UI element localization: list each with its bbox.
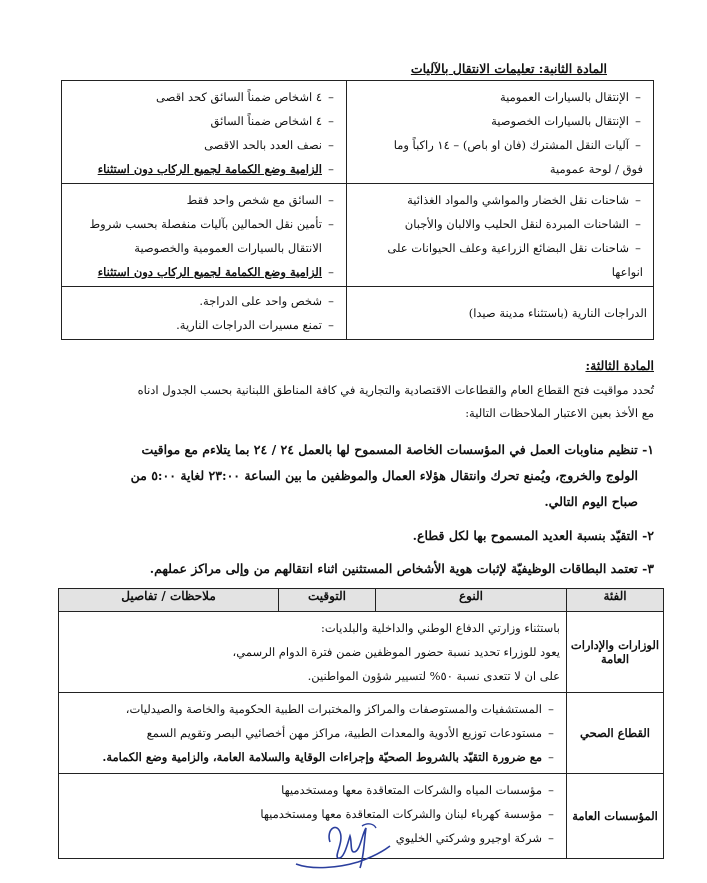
list-item: الانتقال بالسيارات العمومية والخصوصية: [134, 241, 322, 255]
list-item: فوق / لوحة عمومية: [549, 162, 643, 176]
table-row: [62, 184, 654, 287]
list-item: –مؤسسات المياه والشركات المتعاقدة معها ومستخدميها: [281, 783, 554, 797]
list-item: –شاحنات نقل الخضار والمواشي والمواد الغذائية: [407, 193, 641, 207]
list-item: –مستودعات توزيع الأدوية والمعدات الطبية، مراكز مهن أخصائيي البصر وتقويم السمع: [146, 726, 554, 740]
list-item: –٤ اشخاص ضمناً السائق: [210, 114, 334, 128]
article3-intro: تُحدد مواقيت فتح القطاع العام والقطاعات الاقتصادية والتجارية في كافة المناطق اللبنانية بحسب الجدول ادناه مع الأخذ بعين الاعتبار الملاحظات التالية:: [137, 383, 654, 420]
list-item: –شاحنات نقل البضائع الزراعية وعلف الحيوانات على: [387, 241, 641, 255]
list-item: –الزامية وضع الكمامة لجميع الركاب دون استثناء: [97, 265, 334, 279]
table-row: [59, 693, 664, 774]
list-item: باستثناء وزارتي الدفاع الوطني والداخلية والبلديات:: [320, 621, 560, 635]
list-item: –شركة اوجيرو وشركتي الخليوي: [395, 831, 554, 845]
note-3: ٣- تعتمد البطاقات الوظيفيّة لإثبات هوية الأشخاص المستثنين اثناء انتقالهم من وإلى مراكز عملهم.: [149, 561, 654, 576]
header-timing: التوقيت: [279, 589, 376, 612]
list-item: –مؤسسة كهرباء لبنان والشركات المتعاقدة معها ومستخدميها: [260, 807, 554, 821]
signature-mark: [290, 812, 400, 878]
header-type: النوع: [376, 589, 567, 612]
table-row: [62, 287, 654, 340]
list-item: –الشاحنات المبردة لنقل الحليب والالبان والأجبان: [404, 217, 641, 231]
list-item: –المستشفيات والمستوصفات والمراكز والمختبرات الطبية الحكومية والخاصة والصيدليات،: [125, 702, 554, 716]
note-1: ١- تنظيم مناوبات العمل في المؤسسات الخاصة المسموح لها بالعمل ٢٤ / ٢٤ بما يتلاءم مع مواقيت الولوج والخروج، ويُمنع تحرك وانتقال هؤلاء العمال والموظفين ما بين الساعة ٢٣:٠٠ لغاية ٥:٠٠ من صباح اليوم التالي.: [130, 442, 654, 509]
category-cell: الوزارات والإدارات العامة: [567, 612, 664, 693]
note-2: ٢- التقيّد بنسبة العديد المسموح بها لكل قطاع.: [412, 528, 654, 543]
list-item: –شخص واحد على الدراجة.: [199, 294, 334, 308]
list-item: على ان لا تتعدى نسبة ٥٠% لتسيير شؤون المواطنين.: [307, 669, 560, 683]
category-cell: المؤسسات العامة: [567, 774, 664, 859]
list-item: –السائق مع شخص واحد فقط: [186, 193, 334, 207]
list-item: يعود للوزراء تحديد نسبة حضور الموظفين ضمن فترة الدوام الرسمي،: [232, 645, 560, 659]
list-item: –الإنتقال بالسيارات العمومية: [499, 90, 641, 104]
category-cell: القطاع الصحي: [567, 693, 664, 774]
list-item: –مع ضرورة التقيّد بالشروط الصحيّة وإجراءات الوقاية والسلامة العامة، والزامية وضع الكمامة.: [102, 750, 554, 764]
list-item: –آليات النقل المشترك (فان او باص) – ١٤ راكباً وما: [393, 138, 641, 152]
list-item: الدراجات النارية (باستثناء مدينة صيدا): [468, 306, 647, 320]
table-row: [59, 612, 664, 693]
article2-heading: المادة الثانية: تعليمات الانتقال بالآليات: [410, 61, 607, 76]
list-item: –الإنتقال بالسيارات الخصوصية: [491, 114, 641, 128]
header-notes: ملاحظات / تفاصيل: [59, 589, 279, 612]
list-item: –٤ اشخاص ضمناً السائق كحد اقصى: [156, 90, 334, 104]
table-row: [62, 81, 654, 184]
header-category: الفئة: [567, 589, 664, 612]
list-item: –تمنع مسيرات الدراجات النارية.: [176, 318, 334, 332]
list-item: –نصف العدد بالحد الاقصى: [204, 138, 334, 152]
table-header-row: [59, 589, 664, 612]
article3-heading: المادة الثالثة:: [585, 358, 654, 373]
list-item: –تأمين نقل الحمالين بآليات منفصلة بحسب شروط: [89, 217, 334, 231]
list-item: –الزامية وضع الكمامة لجميع الركاب دون استثناء: [97, 162, 334, 176]
list-item: انواعها: [611, 265, 643, 279]
transport-table: [61, 80, 654, 340]
